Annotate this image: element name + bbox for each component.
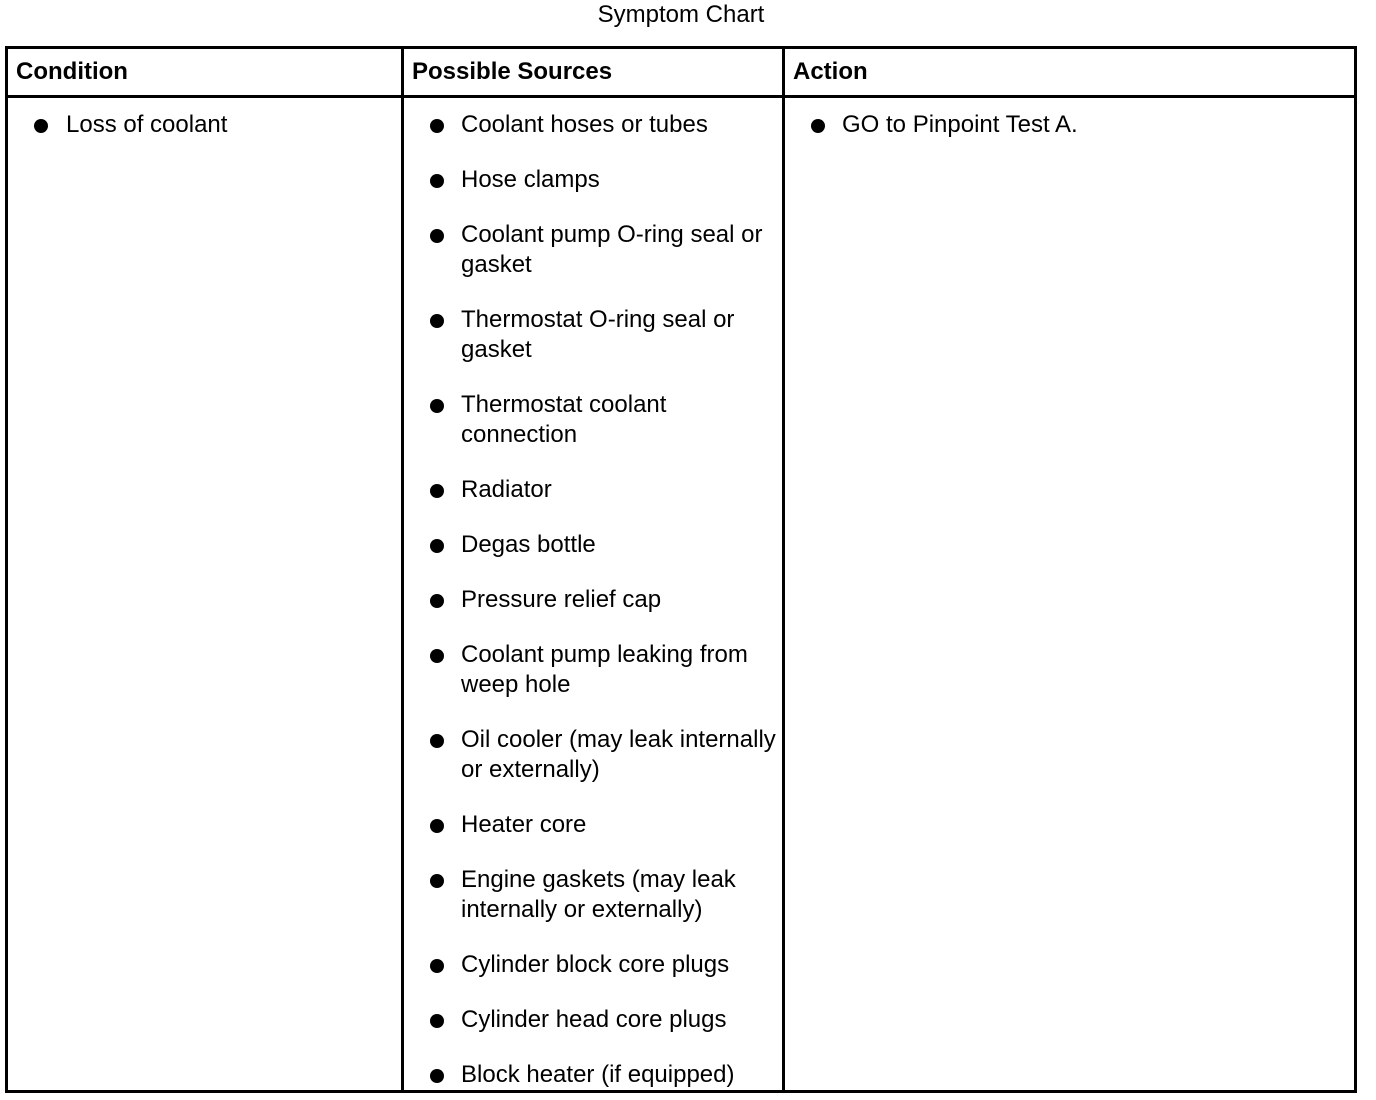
condition-list <box>8 98 401 140</box>
possible-sources-cell <box>403 97 784 1092</box>
source-item: Coolant hoses or tubes <box>404 110 782 140</box>
table-header-row <box>7 48 1356 97</box>
condition-cell <box>7 97 403 1092</box>
action-item: GO to Pinpoint Test A. <box>785 110 1354 140</box>
column-header-action: Action <box>784 48 1356 97</box>
source-item: Engine gaskets (may leak internally or externally) <box>404 865 782 925</box>
source-item: Degas bottle <box>404 530 782 560</box>
source-item: Hose clamps <box>404 165 782 195</box>
source-item: Coolant pump O-ring seal or gasket <box>404 220 782 280</box>
action-cell <box>784 97 1356 1092</box>
symptom-table <box>5 46 1357 1093</box>
source-item: Cylinder head core plugs <box>404 1005 782 1035</box>
source-item: Radiator <box>404 475 782 505</box>
source-item: Oil cooler (may leak internally or externally) <box>404 725 782 785</box>
column-header-possible-sources: Possible Sources <box>403 48 784 97</box>
source-item: Heater core <box>404 810 782 840</box>
condition-item: Loss of coolant <box>8 110 401 140</box>
source-item: Cylinder block core plugs <box>404 950 782 980</box>
possible-sources-list <box>404 98 782 1090</box>
source-item: Pressure relief cap <box>404 585 782 615</box>
source-item: Coolant pump leaking from weep hole <box>404 640 782 700</box>
source-item: Thermostat O-ring seal or gasket <box>404 305 782 365</box>
source-item: Block heater (if equipped) <box>404 1060 782 1090</box>
action-list <box>785 98 1354 140</box>
column-header-condition: Condition <box>7 48 403 97</box>
table-row <box>7 97 1356 1092</box>
source-item: Thermostat coolant connection <box>404 390 782 450</box>
page-title: Symptom Chart <box>597 1 765 28</box>
